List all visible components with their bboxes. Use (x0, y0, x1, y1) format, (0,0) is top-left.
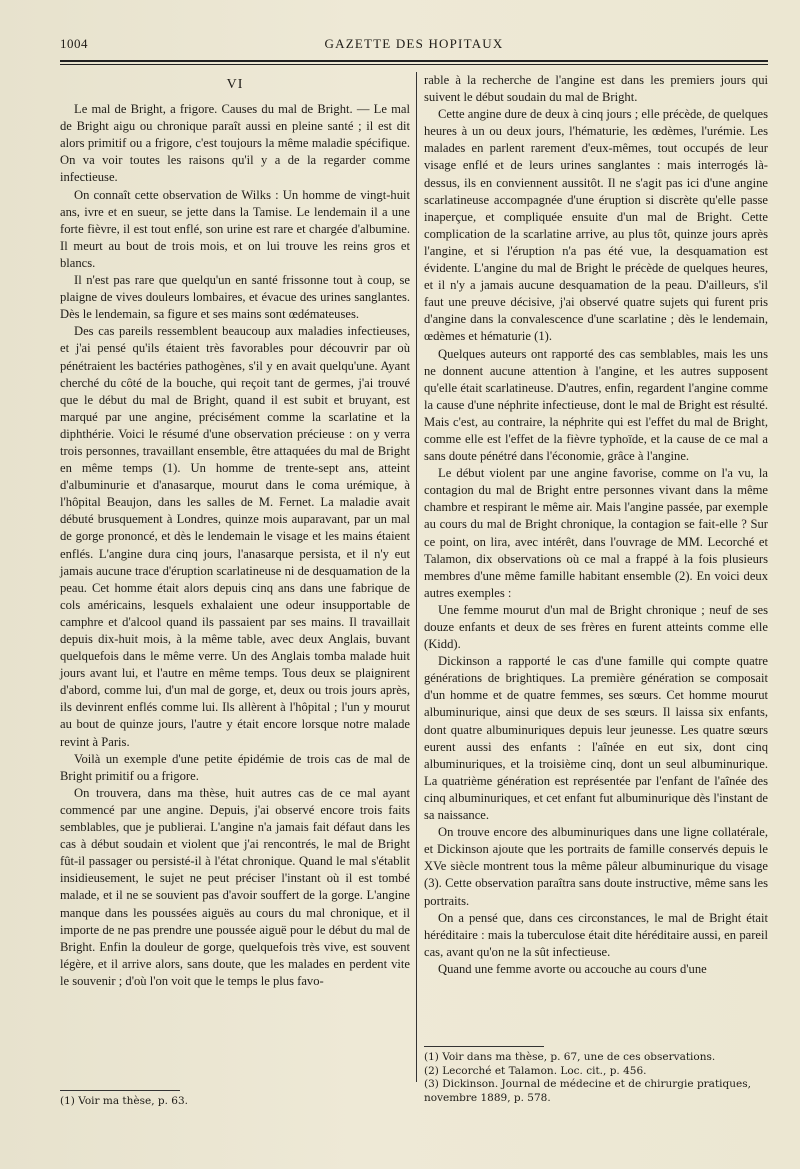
paragraph: Des cas pareils ressemblent beaucoup aux maladies infectieuses, et j'ai pensé qu'ils étaient très favorables pour découvrir par où pénétraient les bactéries pathogènes, s'il y en avait quelqu'une. Ayant cherché du côté de la bouche, qui reçoit tant de germes, j'ai trouvé que le début du mal de Bright, quand il est subit et bruyant, est marqué par une angine, précisément comme la scarlatine et la diphthérie. Voici le résumé d'une observation précieuse : on y verra trois personnes, travaillant ensemble, être attaquées du mal de Bright en même temps (1). Un homme de trente-sept ans, atteint d'albuminurie et d'anasarque, mourut dans le coma urémique, à l'hôpital Beaujon, dans les salles de M. Fernet. La maladie avait débuté brusquement à Londres, quinze mois auparavant, par un mal de gorge prononcé, et dès le lendemain le visage et les mains étaient enflés. L'angine dura cinq jours, l'anasarque persista, et il n'y eut jamais aucune trace d'éruption scarlatineuse ni de desquamation de la peau. Cet homme était alors depuis cinq ans dans une fabrique de cols américains, lesquels exhalaient une odeur insupportable de camphre et d'alcool quand ils passaient par ses mains. Il travaillait depuis dix-huit mois, à la même table, avec deux Anglais, buvant quelquefois dans le même verre. Un des Anglais tomba malade huit jours avant lui, et l'autre en même temps. Tous deux se plaignirent d'abord, comme lui, d'un mal de gorge, et, deux ou trois jours après, ils devinrent enflés comme lui. Ils allèrent à l'hôpital ; l'un y mourut au bout de quinze jours, l'autre y était encore lorsque notre malade revint à Paris. (60, 324, 410, 749)
journal-title: GAZETTE DES HOPITAUX (324, 36, 504, 51)
right-column (424, 72, 768, 978)
paragraph: Quelques auteurs ont rapporté des cas semblables, mais les uns ne donnent aucune attention à l'angine, et les autres supposent qu'elle était scarlatineuse. D'autres, enfin, regardent l'angine comme la cause d'une néphrite infectieuse, dont le mal de Bright est résulté. Mais c'est, au contraire, la néphrite qui est l'effet du mal de Bright, comme elle est l'effet de la fièvre typhoïde, et la cause de ce mal a sans doute pénétré dans l'économie, grâce à l'angine. (424, 346, 768, 464)
footnotes-left (60, 1082, 410, 1109)
paragraph: Une femme mourut d'un mal de Bright chronique ; neuf de ses douze enfants et deux de ses frères en furent atteints comme elle (Kidd). (424, 602, 768, 652)
footnotes-right (424, 1038, 768, 1105)
paragraph: Quand une femme avorte ou accouche au cours d'une (438, 961, 707, 976)
section-title: VI (226, 77, 244, 92)
footnote: (1) Voir ma thèse, p. 63. (60, 1095, 188, 1107)
footnote: (1) Voir dans ma thèse, p. 67, une de ces observations. (424, 1051, 716, 1063)
left-column (60, 72, 410, 990)
footnote-rule (60, 1090, 180, 1091)
header-rule-thin (60, 64, 768, 65)
paragraph: On a pensé que, dans ces circonstances, le mal de Bright était héréditaire : mais la tuberculose était dite héréditaire aussi, en pareil cas, avant qu'on ne la sût infectieuse. (424, 910, 768, 959)
footnote-rule (424, 1046, 544, 1047)
page-number: 1004 (60, 36, 88, 51)
paragraph: Le mal de Bright, a frigore. Causes du mal de Bright. — Le mal de Bright aigu ou chronique paraît aussi en pleine santé ; il est dit alors primitif ou a frigore, c'est toujours la même maladie spécifique. On va voir toutes les raisons qu'il y a de la regarder comme infectieuse. (60, 102, 410, 185)
footnote: (2) Lecorché et Talamon. Loc. cit., p. 456. (424, 1064, 647, 1077)
paragraph: Dickinson a rapporté le cas d'une famille qui compte quatre générations de brightiques. La première génération se composait d'un homme et de quatre femmes, ses sœurs. Cet homme mourut albuminurique, ainsi que deux de ses sœurs. Il laissa six enfants, dont quatre albuminuriques depuis leur jeunesse. Les quatre sœurs eurent aussi des enfants : l'aînée en eut six, dont cinq albuminuriques, et la troisième cinq, dont un seul albuminurique. La quatrième génération est représentée par l'enfant de l'aînée des cinq albuminuriques, et cet enfant fut albuminurique dès l'instant de sa naissance. (424, 654, 768, 823)
paragraph: rable à la recherche de l'angine est dans les premiers jours qui suivent le début soudain du mal de Bright. (424, 73, 768, 105)
paragraph: On trouve encore des albuminuriques dans une ligne collatérale, et Dickinson ajoute que les portraits de famille conservés depuis le XVe siècle montrent tous la même pâleur albuminurique du visage (3). Cette observation paraîtra sans doute instructive, même sans les portraits. (424, 825, 768, 908)
footnote: (3) Dickinson. Journal de médecine et de chirurgie pratiques, novembre 1889, p. 578. (424, 1078, 751, 1104)
paragraph: Le début violent par une angine favorise, comme on l'a vu, la contagion du mal de Bright entre personnes vivant dans la même chambre et respirant le même air. Mais l'angine passée, par exemple au cours du mal de Bright chronique, la contagion se fait-elle ? Sur ce point, on lira, avec intérêt, dans l'ouvrage de MM. Lecorché et Talamon, dix observations où ce mal a frappé à la fois plusieurs membres d'une même famille habitant ensemble (2). En voici deux autres exemples : (424, 466, 768, 600)
paragraph: Il n'est pas rare que quelqu'un en santé frissonne tout à coup, se plaigne de vives douleurs lombaires, et évacue des urines sanglantes. Dès le lendemain, sa figure et ses mains sont œdémateuses. (60, 273, 410, 322)
paragraph: On connaît cette observation de Wilks : Un homme de vingt-huit ans, ivre et en sueur, se jette dans la Tamise. Le lendemain il a une forte fièvre, il est tout enflé, son urine est rare et chargée d'albumine. Il meurt au bout de trois mois, et on lui trouve les reins gros et blancs. (60, 187, 410, 270)
page-header (60, 36, 768, 54)
header-rule-thick (60, 60, 768, 62)
paragraph: Voilà un exemple d'une petite épidémie de trois cas de mal de Bright primitif ou a frigore. (60, 751, 410, 783)
paragraph: On trouvera, dans ma thèse, huit autres cas de ce mal ayant commencé par une angine. Depuis, j'ai observé encore trois faits semblables, que je publierai. L'angine n'a jamais fait défaut dans les cas à début soudain et violent que j'ai rencontrés, le mal de Bright fût-il passager ou persisté-il à l'état chronique. Quand le mal s'établit insidieusement, le sujet ne peut préciser l'instant où il est tombé malade, et il ne se souvient pas d'avoir souffert de la gorge. L'angine manque dans les poussées aiguës au cours du mal chronique, et il importe de ne pas prendre une poussée aiguë pour le début du mal de Bright. Enfin la douleur de gorge, quelquefois très vive, est souvent légère, et il arrive alors, sans doute, que les malades en perdent vite le souvenir ; d'où l'on voit que le temps le plus favo- (60, 785, 410, 988)
column-divider (416, 72, 417, 1082)
paragraph: Cette angine dure de deux à cinq jours ; elle précède, de quelques heures à un ou deux jours, l'hématurie, les œdèmes, l'urémie. Les malades en parlent rarement d'eux-mêmes, tout occupés de leur visage enflé et de leurs urines sanglantes : mais interrogés là-dessus, ils en conviennent aussitôt. Il ne s'agit pas ici d'une angine scarlatineuse accompagnée d'une éruption si discrète qu'elle passe inaperçue, et compliquée ensuite d'un mal de Bright. Cette complication de la scarlatine arrive, au plus tôt, quinze jours après l'angine, et si l'éruption n'a pas été vue, la desquamation est évidente. L'angine du mal de Bright le précède de quelques heures, et il n'y a jamais aucune desquamation de la peau. D'ailleurs, s'il faut une preuve décisive, j'ai observé quatre sujets qui furent pris d'angine dans la convalescence d'une scarlatine ; dès le lendemain, œdèmes et hématurie (1). (424, 107, 768, 344)
